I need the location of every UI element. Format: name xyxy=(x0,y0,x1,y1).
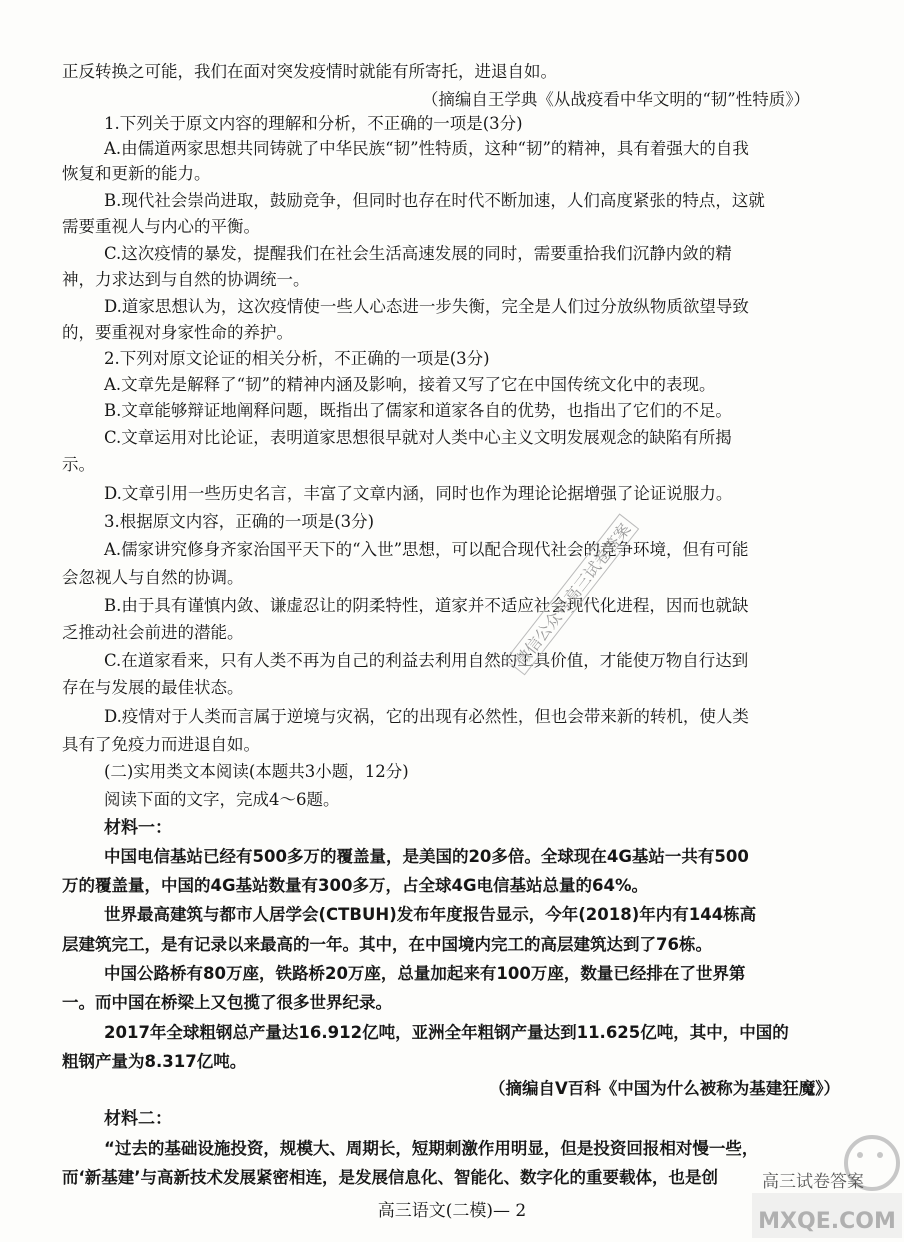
option-1d: D.道家思想认为，这次疫情使一些人心态进一步失衡，完全是人们过分放纵物质欲望导致 xyxy=(104,297,749,316)
text-line: 乏推动社会前进的潜能。 xyxy=(62,623,244,642)
text-line: 神，力求达到与自然的协调统一。 xyxy=(62,270,310,289)
text-line: 粗钢产量为8.317亿吨。 xyxy=(62,1052,247,1071)
material-1-heading: 材料一： xyxy=(104,818,172,838)
text-line: 具有了免疫力而进退自如。 xyxy=(62,735,260,754)
material-2-heading: 材料二： xyxy=(104,1109,172,1129)
text-line: 存在与发展的最佳状态。 xyxy=(62,678,244,697)
option-3b: B.由于具有谨慎内敛、谦虚忍让的阴柔特性，道家并不适应社会现代化进程，因而也就缺 xyxy=(104,596,749,615)
text-line: 恢复和更新的能力。 xyxy=(62,164,211,183)
page-footer: 高三语文(二模)— 2 xyxy=(377,1201,527,1221)
text-line: 中国电信基站已经有500多万的覆盖量，是美国的20多倍。全球现在4G基站一共有500 xyxy=(104,847,749,866)
text-line: 示。 xyxy=(62,455,95,474)
section-heading: (二)实用类文本阅读(本题共3小题，12分) xyxy=(104,762,409,781)
option-2c: C.文章运用对比论证，表明道家思想很早就对人类中心主义文明发展观念的缺陷有所揭 xyxy=(104,428,732,447)
source-citation: （摘编自王学典《从战疫看中华文明的“韧”性特质》） xyxy=(421,90,810,109)
option-1b: B.现代社会崇尚进取，鼓励竞争，但同时也存在时代不断加速，人们高度紧张的特点，这就 xyxy=(104,191,765,210)
question-1: 1.下列关于原文内容的理解和分析，不正确的一项是(3分) xyxy=(104,114,523,133)
text-line: 需要重视人与内心的平衡。 xyxy=(62,217,260,236)
text-line: 正反转换之可能，我们在面对突发疫情时就能有所寄托，进退自如。 xyxy=(62,62,557,81)
option-2b: B.文章能够辩证地阐释问题，既指出了儒家和道家各自的优势，也指出了它们的不足。 xyxy=(104,401,732,420)
text-line: 层建筑完工，是有记录以来最高的一年。其中，在中国境内完工的高层建筑达到了76栋。 xyxy=(62,935,712,954)
text-line: 万的覆盖量，中国的4G基站数量有300多万，占全球4G电信基站总量的64%。 xyxy=(62,876,648,895)
text-line: 中国公路桥有80万座，铁路桥20万座，总量加起来有100万座，数量已经排在了世界第 xyxy=(104,964,746,983)
option-1a: A.由儒道两家思想共同铸就了中华民族“韧”性特质，这种“韧”的精神，具有着强大的自我 xyxy=(104,139,749,158)
option-1c: C.这次疫情的暴发，提醒我们在社会生活高速发展的同时，需要重拾我们沉静内敛的精 xyxy=(104,244,732,263)
text-line: 而‘新基建’与高新技术发展紧密相连，是发展信息化、智能化、数字化的重要载体，也是创 xyxy=(62,1168,719,1187)
option-2a: A.文章先是解释了“韧”的精神内涵及影响，接着又写了它在中国传统文化中的表现。 xyxy=(104,375,716,394)
watermark-stamp: 微信公众号高三试卷答案 xyxy=(505,513,639,675)
instruction: 阅读下面的文字，完成4～6题。 xyxy=(104,790,340,809)
option-2d: D.文章引用一些历史名言，丰富了文章内涵，同时也作为理论论据增强了论证说服力。 xyxy=(104,484,733,503)
text-line: 会忽视人与自然的协调。 xyxy=(62,568,244,587)
corner-logo xyxy=(752,1133,902,1238)
option-3a: A.儒家讲究修身齐家治国平天下的“入世”思想，可以配合现代社会的竞争环境，但有可能 xyxy=(104,540,749,559)
text-line: 2017年全球粗钢总产量达16.912亿吨，亚洲全年粗钢产量达到11.625亿吨，其中，中国的 xyxy=(104,1023,789,1042)
text-line: 一。而中国在桥梁上又包揽了很多世界纪录。 xyxy=(62,993,392,1012)
logo-caption: 高三试卷答案 xyxy=(762,1172,864,1192)
text-line: “过去的基础设施投资，规模大、周期长，短期刺激作用明显，但是投资回报相对慢一些， xyxy=(104,1139,759,1158)
option-3d: D.疫情对于人类而言属于逆境与灾祸，它的出现有必然性，但也会带来新的转机，使人类 xyxy=(104,707,749,726)
source-citation: （摘编自V百科《中国为什么被称为基建狂魔》） xyxy=(488,1079,840,1098)
option-3c: C.在道家看来，只有人类不再为自己的利益去利用自然的工具价值，才能使万物自行达到 xyxy=(104,651,749,670)
question-2: 2.下列对原文论证的相关分析，不正确的一项是(3分) xyxy=(104,349,490,368)
text-line: 的，要重视对身家性命的养护。 xyxy=(62,323,293,342)
question-3: 3.根据原文内容，正确的一项是(3分) xyxy=(104,512,375,531)
text-line: 世界最高建筑与都市人居学会(CTBUH)发布年度报告显示，今年(2018)年内有144栋高 xyxy=(104,905,757,924)
svg-text:MXQE.COM: MXQE.COM xyxy=(758,1209,896,1234)
